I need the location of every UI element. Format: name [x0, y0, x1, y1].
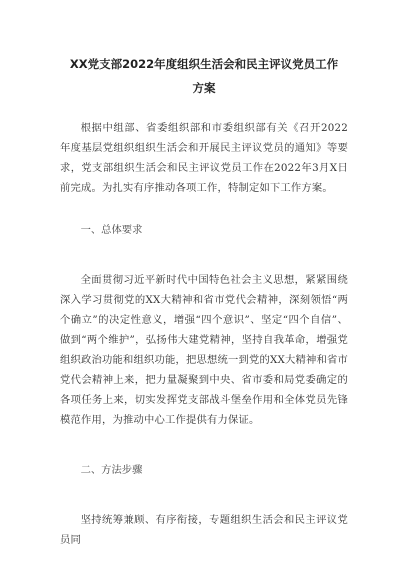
section-heading-overall-requirements: 一、总体要求: [80, 224, 143, 236]
spacer: [60, 240, 348, 270]
spacer: [60, 480, 348, 510]
intro-paragraph: 根据中组部、省委组织部和市委组织部有关《召开2022年度基层党组织组织生活会和开展民主评议党员的通知》等要求，党支部组织生活会和民主评议党员工作在2022年3月X日前完成。为扎实有序推动各项工作，特制定如下工作方案。: [60, 122, 348, 194]
methods-steps-paragraph: 坚持统筹兼顾、有序衔接，专题组织生活会和民主评议党员同: [60, 514, 348, 546]
overall-requirements-paragraph: 全面贯彻习近平新时代中国特色社会主义思想，紧紧围绕深入学习贯彻党的XX大精神和省市党代会精神，深刻领悟“两个确立”的决定性意义，增强“四个意识”、坚定“四个自信”、做到“两个维护”，弘扬伟大建党精神，坚持自我革命，增强党组织政治功能和组织功能，把思想统一到党的XX大精神和省市党代会精神上来，把力量凝聚到中央、省市委和局党委确定的各项任务上来，切实发挥党支部战斗堡垒作用和全体党员先锋模范作用，为推动中心工作提供有力保证。: [60, 274, 348, 426]
section-heading-methods-steps: 二、方法步骤: [80, 464, 143, 476]
spacer: [60, 198, 348, 220]
document-title: XX党支部2022年度组织生活会和民主评议党员工作方案: [69, 57, 339, 95]
spacer: [60, 430, 348, 460]
